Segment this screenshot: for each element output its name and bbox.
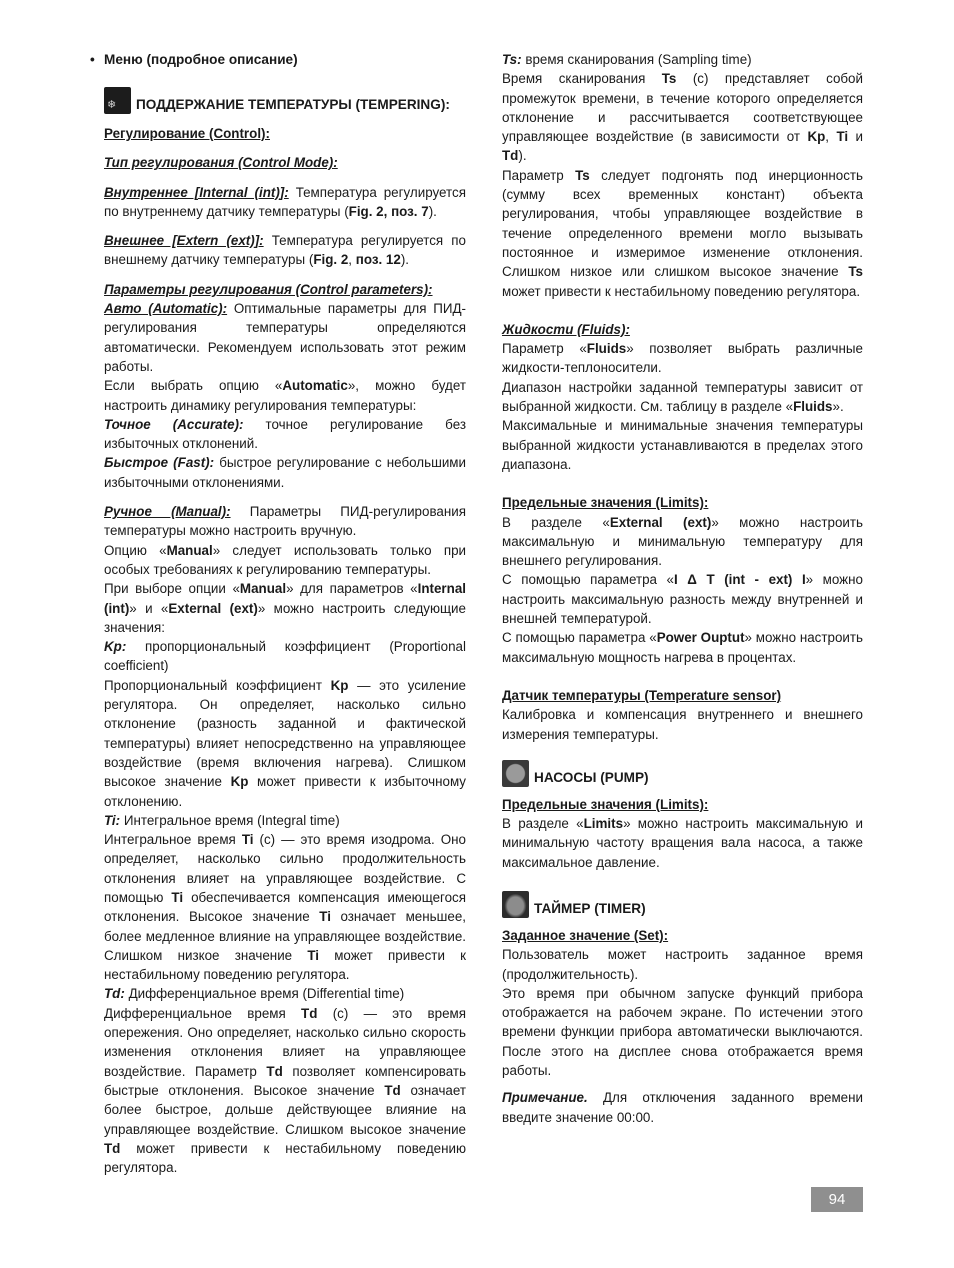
- kp-heading: Kp: пропорциональный коэффициент (Proportional coefficient): [104, 639, 466, 674]
- ti-description: Интегральное время Ti (с) — это время изодрома. Оно определяет, насколько сильно продолжительность отклонения влияет на управляющее воздействие. С помощью Ti обеспечивается компенсация имеющегося отклонения. Высокое значение Ti означает меньшее, более медленное влияние на управляющее воздействие. Слишком низкое значение Ti может привести к нестабильному поведению регулятора.: [104, 832, 466, 983]
- limits-power-paragraph: С помощью параметра «Power Ouptut» можно настроить максимальную мощность нагрева в процентах.: [502, 630, 863, 665]
- timer-set-paragraph: Пользователь может настроить заданное время (продолжительность).: [502, 947, 863, 982]
- temperature-sensor-heading: Датчик температуры (Temperature sensor): [502, 687, 782, 703]
- internal-paragraph: Внутреннее [Internal (int)]: Температура регулируется по внутреннему датчику температуры (Fig. 2, поз. 7).: [104, 184, 466, 219]
- section-pump-heading: [502, 760, 863, 787]
- fluids-minmax-paragraph: Максимальные и минимальные значения температуры выбранной жидкости устанавливаются в пределах этого диапазона.: [502, 418, 863, 472]
- timer-note: Примечание. Для отключения заданного времени введите значение 00:00.: [502, 1090, 863, 1125]
- control-parameters-heading: Параметры регулирования (Control parameters):: [104, 281, 433, 297]
- limits-external-paragraph: В разделе «External (ext)» можно настроить максимальную и минимальную температуру для внешнего регулирования.: [502, 514, 863, 569]
- bullet-icon: •: [90, 52, 95, 67]
- section-title: НАСОСЫ (PUMP): [534, 769, 649, 785]
- temperature-sensor-paragraph: Калибровка и компенсация внутреннего и внешнего измерения температуры.: [502, 707, 863, 742]
- section-title: ТАЙМЕР (TIMER): [534, 900, 646, 916]
- fluids-paragraph: Параметр «Fluids» позволяет выбрать различные жидкости-теплоносители.: [502, 341, 863, 376]
- section-timer-heading: [502, 891, 863, 918]
- section-tempering-heading: [104, 87, 466, 114]
- left-column: [104, 50, 466, 1177]
- timer-set-heading: Заданное значение (Set):: [502, 927, 669, 943]
- timer-icon: [502, 891, 529, 918]
- kp-description: Пропорциональный коэффициент Kp — это усиление регулятора. Он определяет, насколько сильно отклонение (разность заданной и фактической температуры) влияет непосредственно на управляющее воздействие (время включения нагрева). Слишком высокое значение Kp может привести к избыточному отклонению.: [104, 677, 467, 809]
- accurate-paragraph: Точное (Accurate): точное регулирование без избыточных отклонений.: [104, 416, 466, 452]
- td-description: Дифференциальное время Td (с) — это время опережения. Оно определяет, насколько сильно скорость изменения отклонения влияет на управляющее воздействие. Параметр Td позволяет компенсировать быстрые отклонения. Высокое значение Td означает более быстрое, дольше действующее влияние на управляющее воздействие. Слишком высокое значение Td может привести к нестабильному поведению регулятора.: [104, 1005, 467, 1176]
- right-column: [502, 50, 863, 1127]
- timer-set-paragraph-2: Это время при обычном запуске функций прибора отображается на рабочем экране. По истечении этого времени функции прибора автоматически выключаются. После этого на дисплее снова отображается время работы.: [502, 985, 863, 1079]
- fast-paragraph: Быстрое (Fast): быстрое регулирование с небольшими избыточными отклонениями.: [104, 455, 466, 490]
- control-heading: Регулирование (Control):: [104, 126, 270, 141]
- ts-heading: Ts: время сканирования (Sampling time): [502, 52, 752, 67]
- ts-description: Время сканирования Ts (с) представляет собой промежуток времени, в течение которого определяется отклонение и рассчитывается соответствующее управляющее воздействие (в зависимости от Kp, Ti и Td).: [502, 71, 863, 164]
- fluids-heading: Жидкости (Fluids):: [502, 321, 630, 337]
- automatic-paragraph: Авто (Automatic): Оптимальные параметры для ПИД-регулирования температуры определяются автоматически. Рекомендуем использовать этот режим работы.: [104, 301, 466, 374]
- manual-option-paragraph: Опцию «Manual» следует использовать только при особых требованиях к регулированию температуры.: [104, 542, 466, 577]
- menu-heading: • Меню (подробное описание): [90, 50, 298, 69]
- limits-heading: Предельные значения (Limits):: [502, 495, 709, 511]
- pump-icon: [502, 760, 529, 787]
- automatic-option-paragraph: Если выбрать опцию «Automatic», можно будет настроить динамику регулирования температуры:: [104, 378, 466, 413]
- control-mode-heading: Тип регулирования (Control Mode):: [104, 155, 338, 171]
- limits-delta-paragraph: С помощью параметра «I Δ T (int - ext) I» можно настроить максимальную разность между внутренней и внешней температурой.: [502, 572, 863, 627]
- pump-limits-paragraph: В разделе «Limits» можно настроить максимальную и минимальную частоту вращения вала насоса, а также максимальное давление.: [502, 816, 863, 870]
- ti-heading: Ti: Интегральное время (Integral time): [104, 812, 340, 828]
- pump-limits-heading: Предельные значения (Limits):: [502, 796, 709, 812]
- td-heading: Td: Дифференциальное время (Differential time): [104, 986, 405, 1002]
- page-number: 94: [811, 1187, 863, 1212]
- ts-adjust-paragraph: Параметр Ts следует подгонять под инерционность (сумму всех временных констант) объекта регулирования, чтобы управляющее воздействие в течение определенного времени могло вызывать постоянное и измеримое изменение отклонения. Слишком низкое или слишком высокое значение Ts может привести к нестабильному поведению регулятора.: [502, 167, 863, 299]
- fluids-range-paragraph: Диапазон настройки заданной температуры зависит от выбранной жидкости. См. таблицу в разделе «Fluids».: [502, 379, 863, 415]
- extern-paragraph: Внешнее [Extern (ext)]: Температура регулируется по внешнему датчику температуры (Fig. 2, поз. 12).: [104, 233, 466, 268]
- section-title: ПОДДЕРЖАНИЕ ТЕМПЕРАТУРЫ (TEMPERING):: [136, 96, 450, 112]
- manual-paragraph: Ручное (Manual): Параметры ПИД-регулирования температуры можно настроить вручную.: [104, 504, 466, 539]
- thermostat-icon: [104, 87, 131, 114]
- manual-select-paragraph: При выборе опции «Manual» для параметров «Internal (int)» и «External (ext)» можно настроить следующие значения:: [104, 581, 466, 635]
